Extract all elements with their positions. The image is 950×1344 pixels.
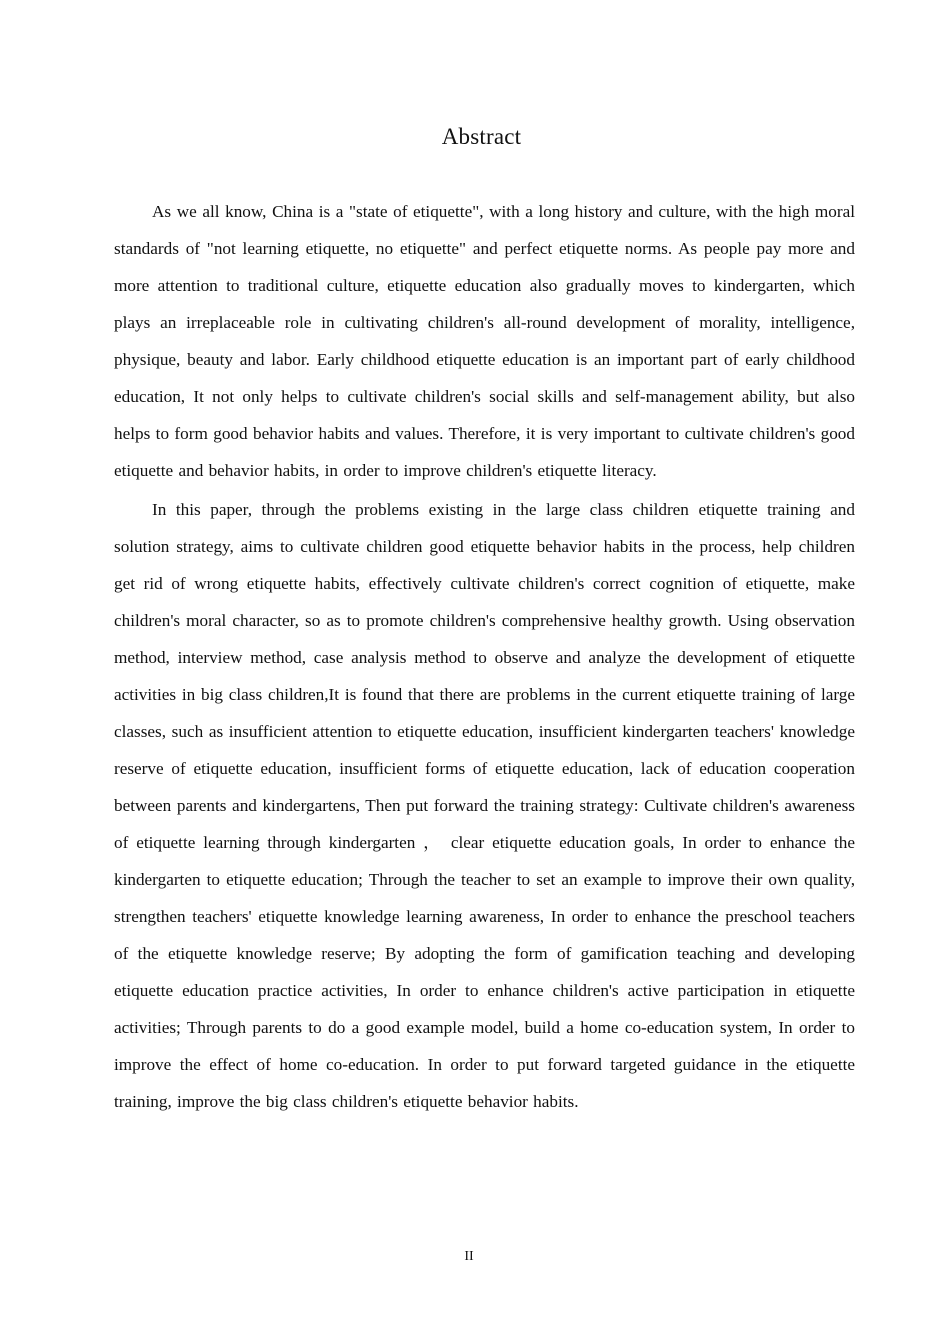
abstract-paragraph-1: As we all know, China is a "state of etiquette", with a long history and culture, with the high moral standards of "not learning etiquette, no etiquette" and perfect etiquette norms. As people pay more and more attention to traditional culture, etiquette education also gradually moves to kindergarten, which plays an irreplaceable role in cultivating children's all-round development of morality, intelligence, physique, beauty and labor. Early childhood etiquette education is an important part of early childhood education, It not only helps to cultivate children's social skills and self-management ability, but also helps to form good behavior habits and values. Therefore, it is very important to cultivate children's good etiquette and behavior habits, in order to improve children's etiquette literacy. — [114, 202, 855, 480]
page-number: II — [464, 1249, 474, 1264]
page-title: Abstract — [441, 124, 522, 149]
abstract-paragraph-2: In this paper, through the problems existing in the large class children etiquette training and solution strategy, aims to cultivate children good etiquette behavior habits in the process, help children get rid of wrong etiquette habits, effectively cultivate children's correct cognition of etiquette, make children's moral character, so as to promote children's comprehensive healthy growth. Using observation method, interview method, case analysis method to observe and analyze the development of etiquette activities in big class children,It is found that there are problems in the current etiquette training of large classes, such as insufficient attention to etiquette education, insufficient kindergarten teachers' knowledge reserve of etiquette education, insufficient forms of etiquette education, lack of education cooperation between parents and kindergartens, Then put forward the training strategy: Cultivate children's awareness of etiquette learning through kindergarten ， clear etiquette education goals, In order to enhance the kindergarten to etiquette education; Through the teacher to set an example to improve their own quality, strengthen teachers' etiquette knowledge learning awareness, In order to enhance the preschool teachers of the etiquette knowledge reserve; By adopting the form of gamification teaching and developing etiquette education practice activities, In order to enhance children's active participation in etiquette activities; Through parents to do a good example model, build a home co-education system, In order to improve the effect of home co-education. In order to put forward targeted guidance in the etiquette training, improve the big class children's etiquette behavior habits. — [114, 500, 855, 1111]
abstract-body — [114, 193, 855, 1120]
